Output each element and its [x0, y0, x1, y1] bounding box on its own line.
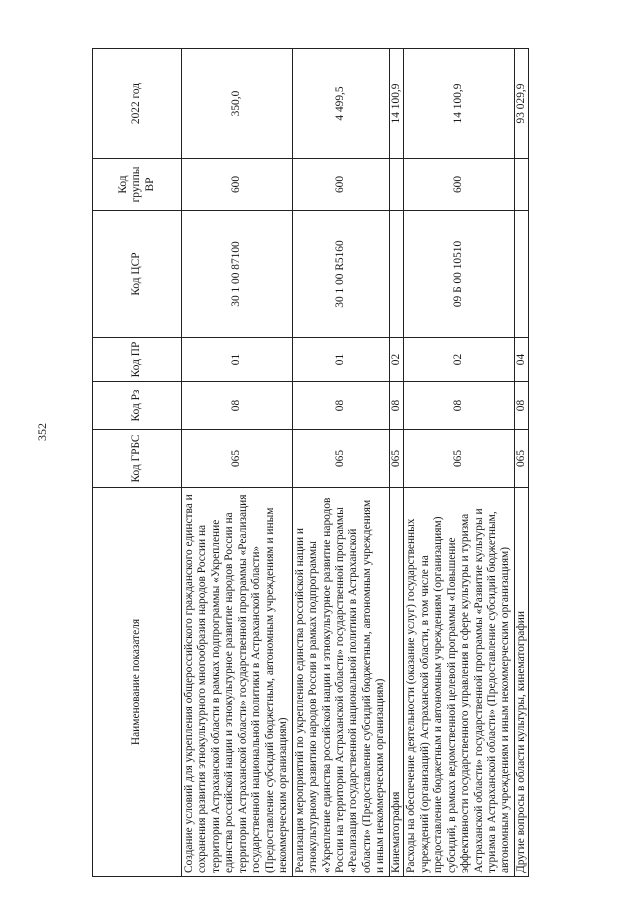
row-pr: 02: [389, 338, 403, 382]
row-year: 14 100,9: [404, 49, 515, 159]
row-name: Кинематография: [389, 488, 403, 877]
row-vr: 600: [292, 159, 389, 211]
row-rz: 08: [514, 382, 528, 430]
row-vr: 600: [182, 159, 293, 211]
row-vr: [514, 159, 528, 211]
budget-table-sheet: [92, 49, 538, 877]
row-vr: [389, 159, 403, 211]
row-pr: 02: [404, 338, 515, 382]
row-name: Другие вопросы в области культуры, кинематографии: [514, 488, 528, 877]
header-grbs: Код ГРБС: [93, 430, 182, 488]
row-csr: 30 1 00 87100: [182, 211, 293, 338]
row-rz: 08: [404, 382, 515, 430]
row-vr: 600: [404, 159, 515, 211]
row-pr: 01: [182, 338, 293, 382]
row-grbs: 065: [389, 430, 403, 488]
header-year: 2022 год: [93, 49, 182, 159]
row-year: 93 029,9: [514, 49, 528, 159]
table-row: [514, 49, 528, 877]
row-year: 350,0: [182, 49, 293, 159]
header-csr: Код ЦСР: [93, 211, 182, 338]
table-row: [182, 49, 293, 877]
row-name: Расходы на обеспечение деятельности (оказание услуг) государственных учреждений (организаций) Астраханской области, в том числе на предоставление бюджетным и автономным учреждениям (организациям) субсидий, в рамках ведомственной целевой программы «Повышение эффективности государственного управления в сфере культуры и туризма Астраханской области» государственной программы «Развитие культуры и туризма в Астраханской области» (Предоставление субсидий бюджетным, автономным учреждениям и иным некоммерческим организациям): [404, 488, 515, 877]
row-grbs: 065: [404, 430, 515, 488]
row-csr: [389, 211, 403, 338]
budget-table: [92, 48, 529, 877]
row-year: 4 499,5: [292, 49, 389, 159]
row-name: Создание условий для укрепления общероссийского гражданского единства и сохранения развития этнокультурного многообразия народов России на территории Астраханской области в рамках подпрограммы «Укрепление единства российской нации и этнокультурное развитие народов России на территории Астраханской области» государственной программы «Реализация государственной национальной политики в Астраханской области» (Предоставление субсидий бюджетным, автономным учреждениям и иным некоммерческим организациям): [182, 488, 293, 877]
row-csr: 09 Б 00 10510: [404, 211, 515, 338]
row-rz: 08: [389, 382, 403, 430]
row-csr: 30 1 00 R5160: [292, 211, 389, 338]
row-pr: 01: [292, 338, 389, 382]
header-vr: Код группы ВР: [93, 159, 182, 211]
header-name: Наименование показателя: [93, 488, 182, 877]
table-header-row: [93, 49, 182, 877]
row-rz: 08: [292, 382, 389, 430]
row-grbs: 065: [514, 430, 528, 488]
row-rz: 08: [182, 382, 293, 430]
row-pr: 04: [514, 338, 528, 382]
row-grbs: 065: [292, 430, 389, 488]
page-number: 352: [35, 423, 49, 441]
table-row: [404, 49, 515, 877]
header-pr: Код ПР: [93, 338, 182, 382]
row-year: 14 100,9: [389, 49, 403, 159]
header-rz: Код Рз: [93, 382, 182, 430]
table-row: [389, 49, 403, 877]
row-grbs: 065: [182, 430, 293, 488]
row-name: Реализация мероприятий по укреплению единства российской нации и этнокультурному развитию народов России в рамках подпрограммы «Укрепление единства российской нации и этнокультурное развитие народов России на территории Астраханской области» государственной программы «Реализация государственной национальной политики в Астраханской области» (Предоставление субсидий бюджетным, автономным учреждениям и иным некоммерческим организациям): [292, 488, 389, 877]
table-row: [292, 49, 389, 877]
row-csr: [514, 211, 528, 338]
